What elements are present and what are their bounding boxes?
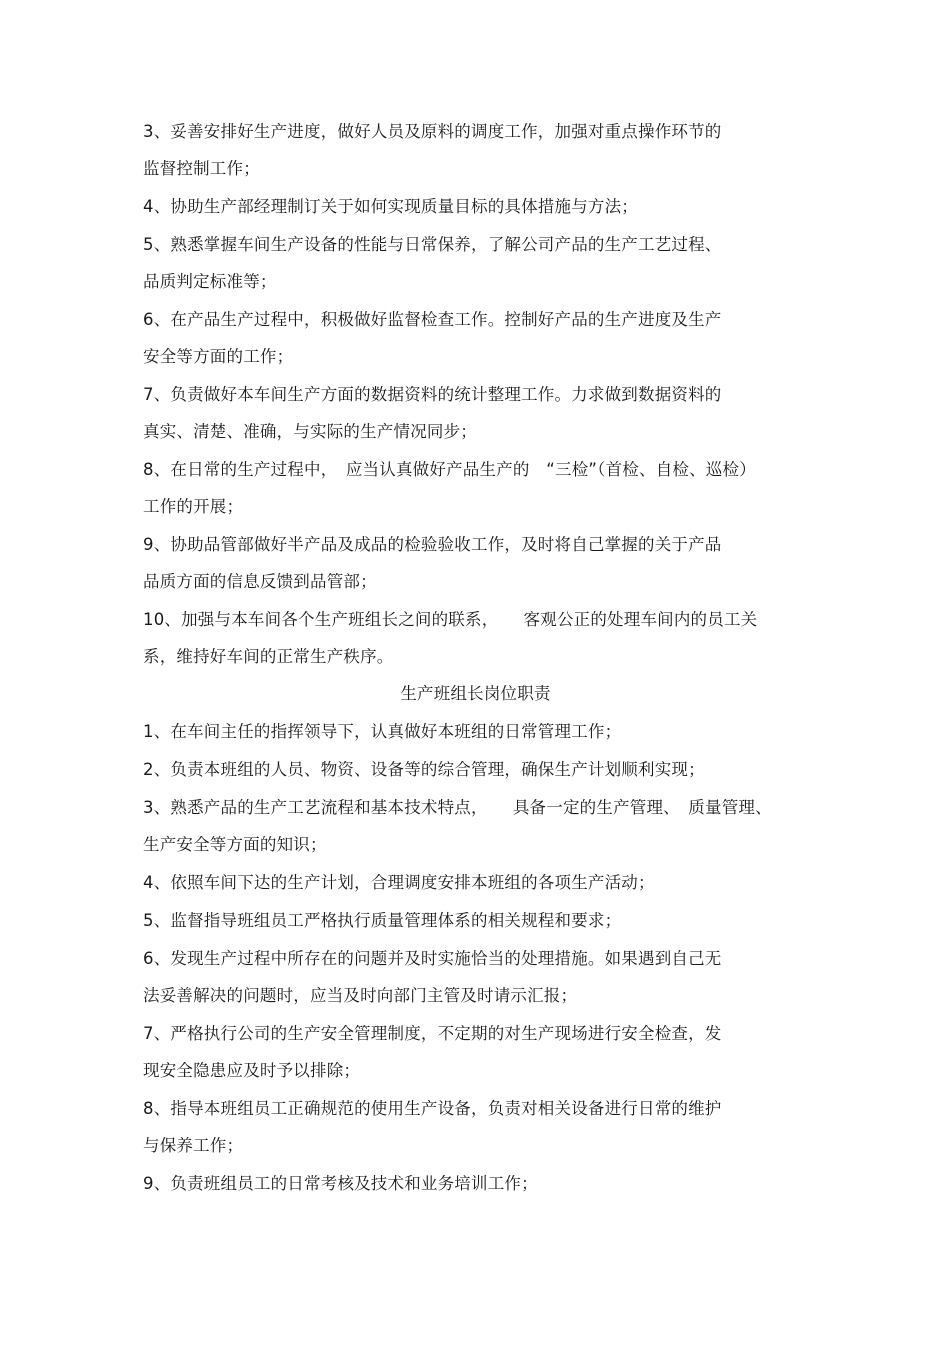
list-item	[143, 760, 808, 779]
list-item	[143, 1024, 808, 1080]
item-line: 监督控制工作；	[143, 159, 260, 178]
item-line: 1、在车间主任的指挥领导下，认真做好本班组的日常管理工作；	[143, 722, 622, 741]
item-line: 7、负责做好本车间生产方面的数据资料的统计整理工作。力求做到数据资料的	[143, 385, 722, 404]
item-line: 5、监督指导班组员工严格执行质量管理体系的相关规程和要求；	[143, 911, 622, 930]
list-item	[143, 873, 808, 892]
list-item	[143, 235, 808, 291]
list-item	[143, 122, 808, 178]
item-line: 9、负责班组员工的日常考核及技术和业务培训工作；	[143, 1174, 538, 1193]
list-item	[143, 722, 808, 741]
workshop-duties-list	[143, 122, 808, 666]
item-line: 系，维持好车间的正常生产秩序。	[143, 647, 394, 666]
item-line: 3、妥善安排好生产进度，做好人员及原料的调度工作，加强对重点操作环节的	[143, 122, 722, 141]
list-item	[143, 1099, 808, 1155]
list-item	[143, 197, 808, 216]
list-item	[143, 911, 808, 930]
item-line: 品质判定标准等；	[143, 272, 277, 291]
item-line: 6、在产品生产过程中，积极做好监督检查工作。控制好产品的生产进度及生产	[143, 310, 722, 329]
team-leader-duties-list	[143, 722, 808, 1193]
item-line: 4、依照车间下达的生产计划，合理调度安排本班组的各项生产活动；	[143, 873, 655, 892]
item-line: 真实、清楚、准确，与实际的生产情况同步；	[143, 422, 477, 441]
list-item	[143, 460, 808, 516]
list-item	[143, 310, 808, 366]
document-body	[143, 122, 808, 1193]
list-item	[143, 535, 808, 591]
item-line: 工作的开展；	[143, 497, 244, 516]
item-line: 生产安全等方面的知识；	[143, 835, 327, 854]
item-line: 品质方面的信息反馈到品管部；	[143, 572, 377, 591]
item-line: 7、严格执行公司的生产安全管理制度，不定期的对生产现场进行安全检查，发	[143, 1024, 722, 1043]
item-line: 8、在日常的生产过程中， 应当认真做好产品生产的 “三检”（首检、自检、巡检）	[143, 460, 756, 479]
item-line: 5、熟悉掌握车间生产设备的性能与日常保养，了解公司产品的生产工艺过程、	[143, 235, 722, 254]
item-line: 6、发现生产过程中所存在的问题并及时实施恰当的处理措施。如果遇到自己无	[143, 949, 722, 968]
item-line: 10、加强与本车间各个生产班组长之间的联系， 客观公正的处理车间内的员工关	[143, 610, 758, 629]
list-item	[143, 385, 808, 441]
item-line: 法妥善解决的问题时，应当及时向部门主管及时请示汇报；	[143, 986, 578, 1005]
item-line: 安全等方面的工作；	[143, 347, 294, 366]
item-line: 8、指导本班组员工正确规范的使用生产设备，负责对相关设备进行日常的维护	[143, 1099, 722, 1118]
item-line: 2、负责本班组的人员、物资、设备等的综合管理，确保生产计划顺利实现；	[143, 760, 705, 779]
list-item	[143, 610, 808, 666]
list-item	[143, 1174, 808, 1193]
item-line: 9、协助品管部做好半产品及成品的检验验收工作，及时将自己掌握的关于产品	[143, 535, 722, 554]
item-line: 3、熟悉产品的生产工艺流程和基本技术特点， 具备一定的生产管理、 质量管理、	[143, 798, 772, 817]
item-line: 与保养工作；	[143, 1136, 244, 1155]
item-line: 现安全隐患应及时予以排除；	[143, 1061, 361, 1080]
item-line: 4、协助生产部经理制订关于如何实现质量目标的具体措施与方法；	[143, 197, 638, 216]
list-item	[143, 949, 808, 1005]
section-title: 生产班组长岗位职责	[400, 684, 551, 703]
list-item	[143, 798, 808, 854]
